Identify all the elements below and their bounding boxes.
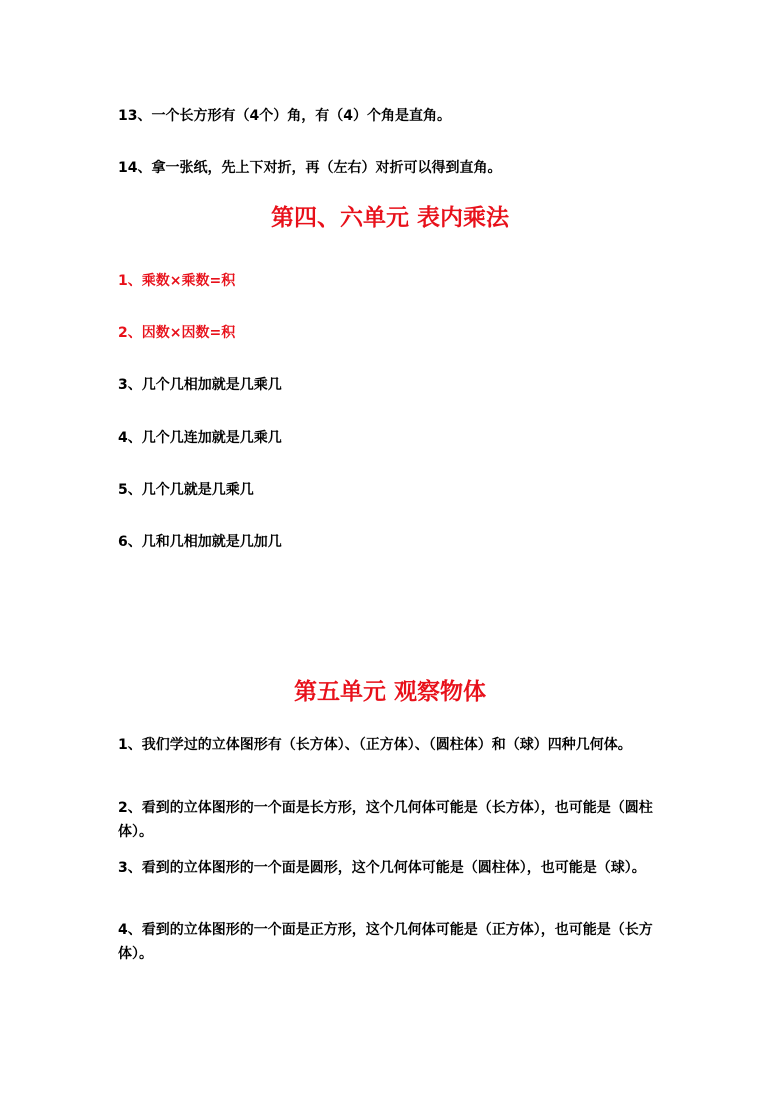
- multiplication-item-6: 6、几和几相加就是几加几: [118, 534, 282, 550]
- section-title-observe: 第五单元 观察物体: [293, 678, 486, 705]
- observe-item-2: 2、看到的立体图形的一个面是长方形，这个几何体可能是（长方体），也可能是（圆柱体）。: [118, 800, 653, 840]
- section-title-multiplication: 第四、六单元 表内乘法: [270, 204, 509, 231]
- observe-item-3: 3、看到的立体图形的一个面是圆形，这个几何体可能是（圆柱体），也可能是（球）。: [118, 860, 646, 876]
- multiplication-item-1: 1、乘数×乘数=积: [118, 273, 236, 289]
- multiplication-item-4: 4、几个几连加就是几乘几: [118, 430, 282, 446]
- item-13: 13、一个长方形有（4个）角，有（4）个角是直角。: [118, 108, 451, 124]
- item-14: 14、拿一张纸，先上下对折，再（左右）对折可以得到直角。: [118, 160, 502, 176]
- observe-item-1: 1、我们学过的立体图形有（长方体）、（正方体）、（圆柱体）和（球）四种几何体。: [118, 737, 632, 753]
- multiplication-item-2: 2、因数×因数=积: [118, 325, 236, 341]
- observe-item-4: 4、看到的立体图形的一个面是正方形，这个几何体可能是（正方体），也可能是（长方体）。: [118, 922, 653, 962]
- multiplication-item-3: 3、几个几相加就是几乘几: [118, 377, 282, 393]
- multiplication-item-5: 5、几个几就是几乘几: [118, 482, 254, 498]
